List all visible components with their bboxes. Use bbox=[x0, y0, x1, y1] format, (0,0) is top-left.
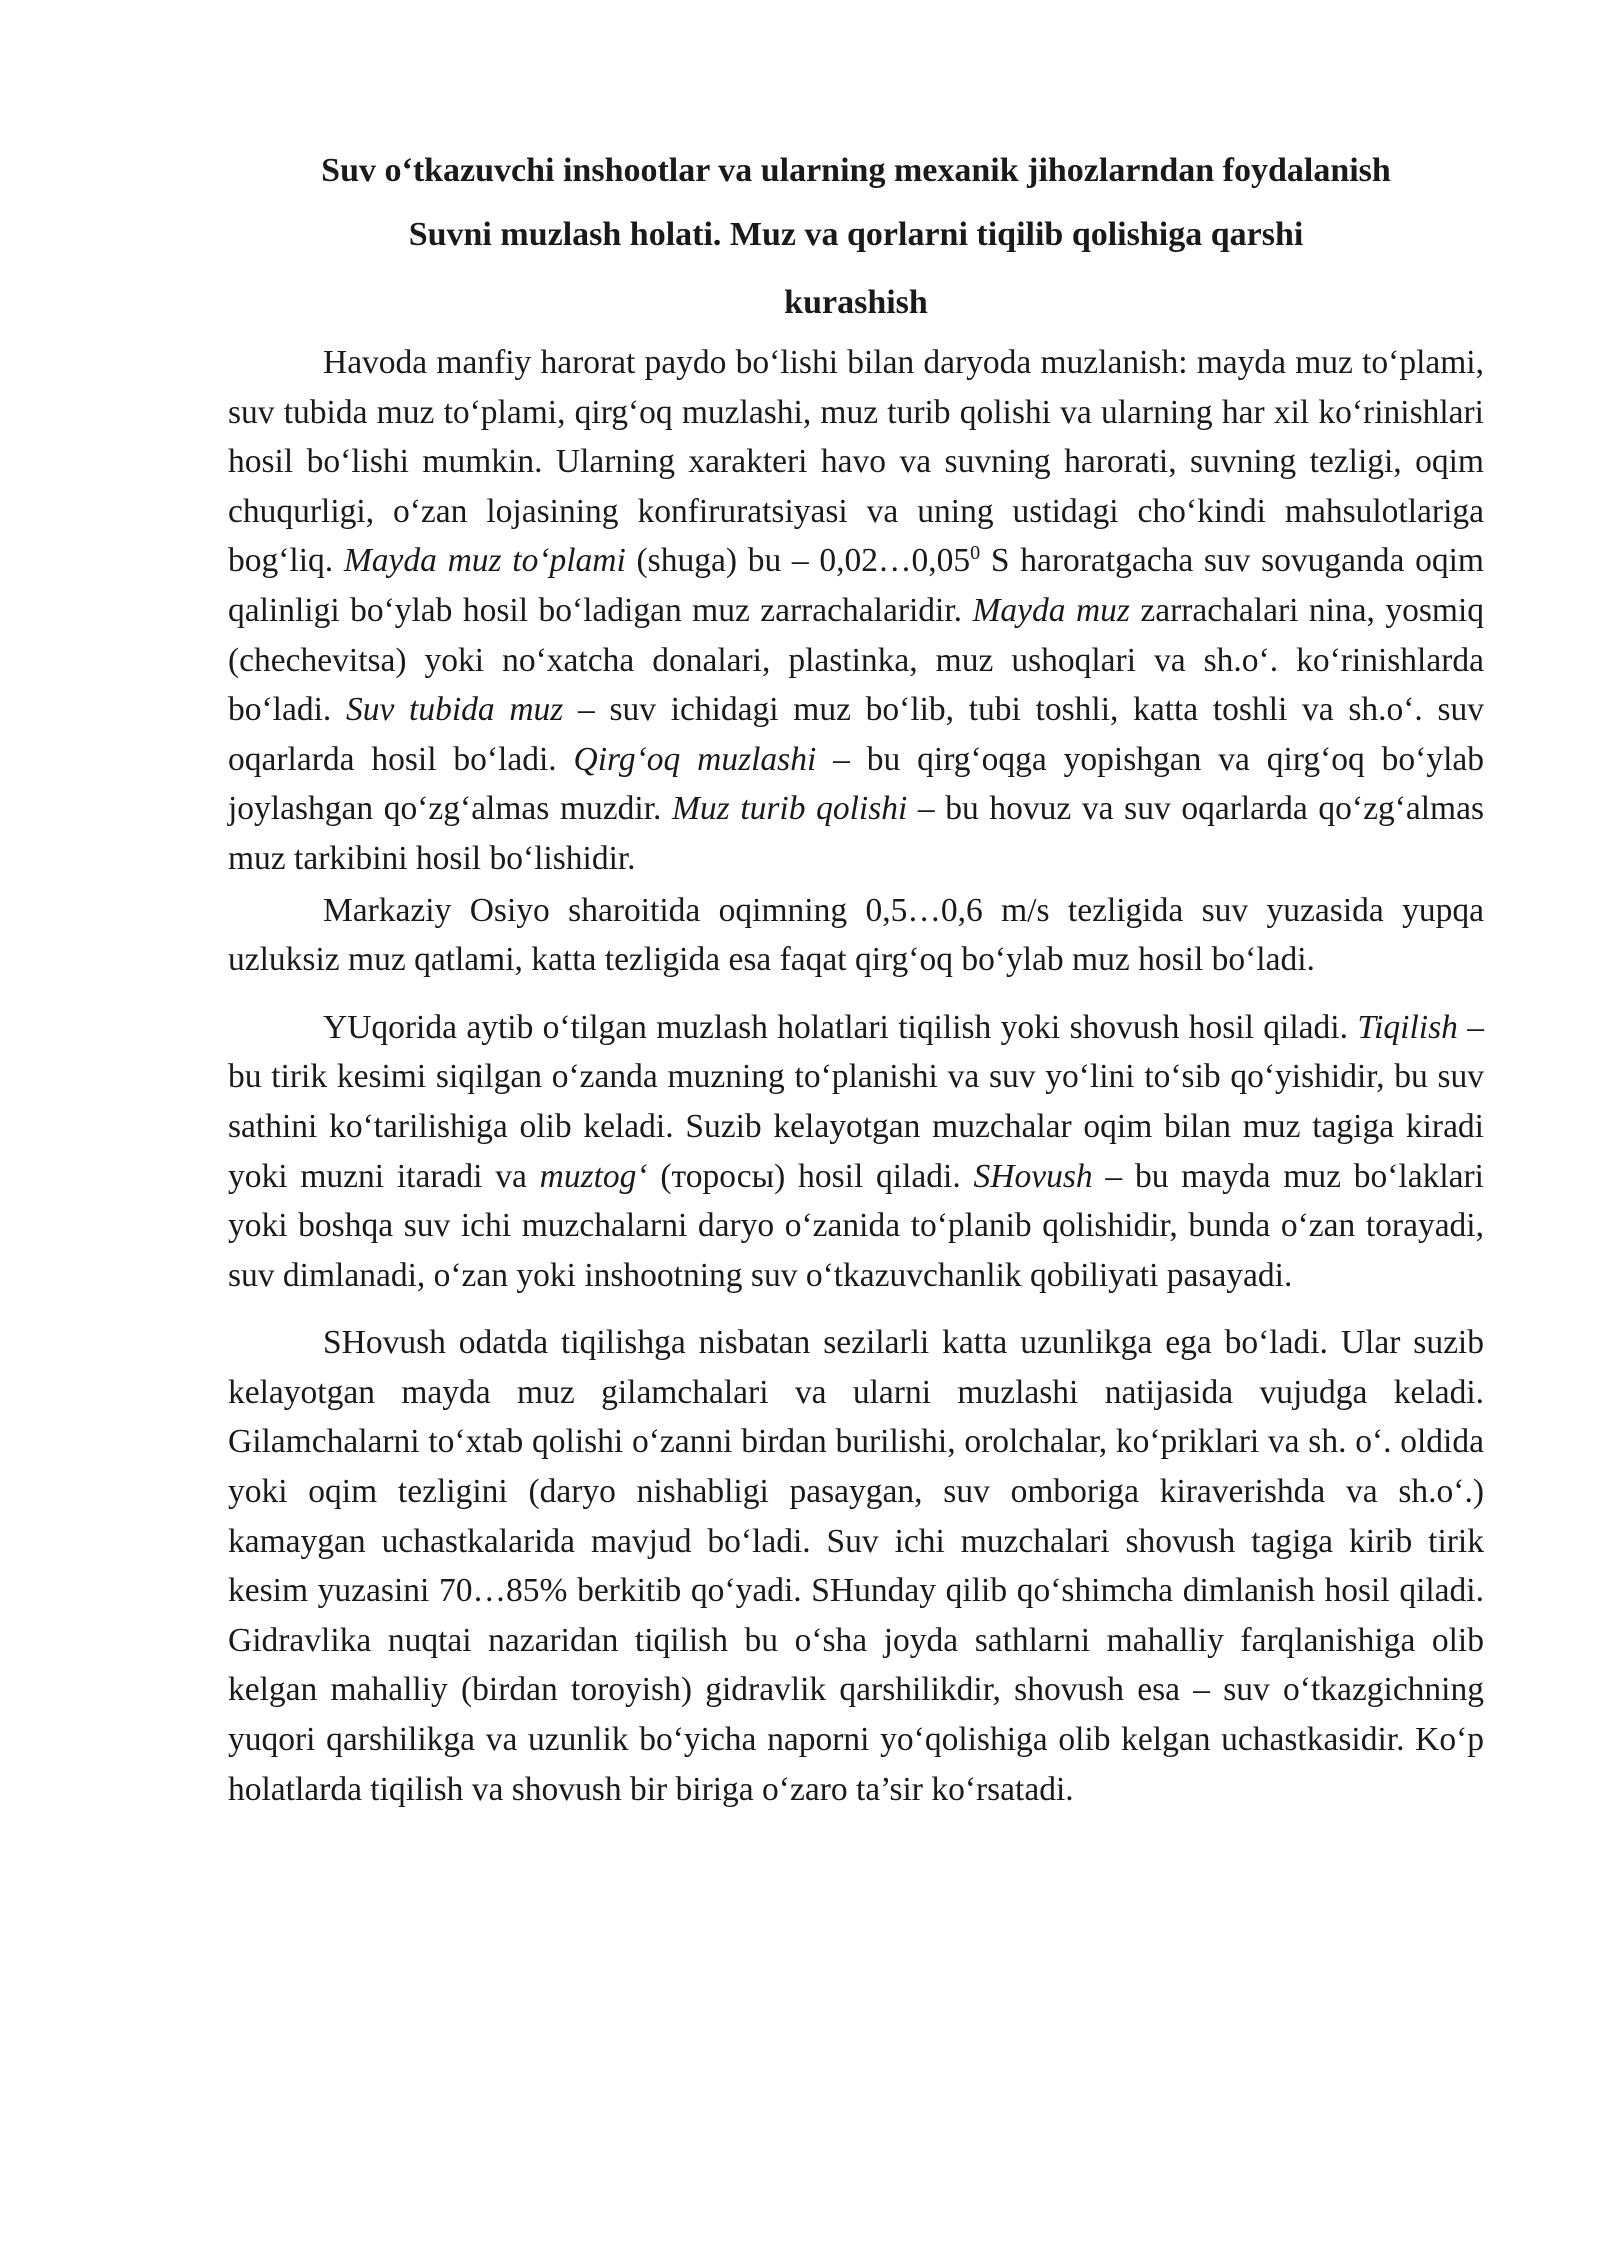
paragraph-3 bbox=[228, 1003, 1484, 1301]
text-run: YUqorida aytib o‘tilgan muzlash holatlari tiqilish yoki shovush hosil qiladi. bbox=[323, 1008, 1358, 1046]
term-suv-tubida-muz: Suv tubida muz bbox=[345, 691, 564, 729]
paragraph-2: Markaziy Osiyo sharoitida oqimning 0,5…0,6 m/s tezligida suv yuzasida yupqa uzluksiz muz qatlami, katta tezligida esa faqat qirg‘oq bo‘ylab muz hosil bo‘ladi. bbox=[228, 891, 1484, 979]
text-run: (shuga) bu – 0,02…0,05 bbox=[625, 542, 971, 580]
document-page bbox=[228, 148, 1484, 1814]
text-run: Havoda manfiy harorat paydo bo‘lishi bilan daryoda muzlanish: mayda muz to‘plami, suv tubida muz to‘plami, qirg‘oq muzlashi, muz turib qolishi va ularning har xil ko‘rinishlari hosil bo‘lishi mumkin. Ularning xarakteri havo va suvning harorati, suvning tezligi, oqim chuqurligi, o‘zan lojasining konfiruratsiyasi va uning ustidagi cho‘kindi mahsulotlariga bog‘liq. bbox=[228, 344, 1484, 580]
text-run: – bu tirik kesimi siqilgan o‘zanda muzning to‘planishi va suv yo‘lini to‘sib qo‘yishidir, bu suv sathini ko‘tarilishiga olib keladi. Suzib kelayotgan muzchalar oqim bilan muz tagiga kiradi yoki muzni itaradi va bbox=[228, 1008, 1485, 1195]
text-run: S haroratgacha suv sovuganda oqim qalinligi bo‘ylab hosil bo‘ladigan muz zarrachalaridir. bbox=[228, 542, 1484, 629]
term-muz-turib-qolishi: Muz turib qolishi bbox=[672, 790, 908, 828]
text-run: zarrachalari nina, yosmiq (chechevitsa) yoki no‘xatcha donalari, plastinka, muz ushoqlari va sh.o‘. ko‘rinishlarda bo‘ladi. bbox=[228, 591, 1484, 729]
degree-superscript: 0 bbox=[970, 542, 981, 565]
text-run: – bu qirg‘oqga yopishgan va qirg‘oq bo‘ylab joylashgan qo‘zg‘almas muzdir. bbox=[228, 740, 1484, 828]
term-mayda-muz-toplami: Mayda muz to‘plami bbox=[343, 542, 626, 580]
term-qirgoq-muzlashi: Qirg‘oq muzlashi bbox=[573, 740, 817, 778]
term-shovush: SHovush bbox=[973, 1157, 1093, 1195]
term-tiqilish: Tiqilish bbox=[1357, 1008, 1458, 1046]
paragraph-4: SHovush odatda tiqilishga nisbatan sezilarli katta uzunlikga ega bo‘ladi. Ular suzib kelayotgan mayda muz gilamchalari va ularni muzlashi natijasida vujudga keladi. Gilamchalarni to‘xtab qolishi o‘zanni birdan burilishi, orolchalar, ko‘priklari va sh. o‘. oldida yoki oqim tezligini (daryo nishabligi pasaygan, suv omboriga kiraverishda va sh.o‘.) kamaygan uchastkalarida mavjud bo‘ladi. Suv ichi muzchalari shovush tagiga kirib tirik kesim yuzasini 70…85% berkitib qo‘yadi. SHunday qilib qo‘shimcha dimlanish hosil qiladi. Gidravlika nuqtai nazaridan tiqilish bu o‘sha joyda sathlarni mahalliy farqlanishiga olib kelgan mahalliy (birdan toroyish) gidravlik qarshilikdir, shovush esa – suv o‘tkazgichning yuqori qarshilikga va uzunlik bo‘yicha naporni yo‘qolishiga olib kelgan uchastkasidir. Ko‘p holatlarda tiqilish va shovush bir biriga o‘zaro ta’sir ko‘rsatadi. bbox=[228, 1324, 1484, 1808]
paragraph-1 bbox=[228, 338, 1484, 884]
text-run: – bu hovuz va suv oqarlarda qo‘zg‘almas muz tarkibini hosil bo‘lishidir. bbox=[228, 790, 1484, 877]
term-mayda-muz: Mayda muz bbox=[972, 591, 1130, 629]
text-run: – bu mayda muz bo‘laklari yoki boshqa suv ichi muzchalarni daryo o‘zanida to‘planib qolishidir, bunda o‘zan torayadi, suv dimlanadi, o‘zan yoki inshootning suv o‘tkazuvchanlik qobiliyati pasayadi. bbox=[228, 1157, 1484, 1294]
section-heading: Suvni muzlash holati. Muz va qorlarni tiqilib qolishiga qarshi bbox=[408, 216, 1304, 253]
section-heading-continued: kurashish bbox=[784, 284, 928, 321]
text-run: – suv ichidagi muz bo‘lib, tubi toshli, katta toshli va sh.o‘. suv oqarlarda hosil bo‘ladi. bbox=[228, 691, 1485, 778]
document-title: Suv o‘tkazuvchi inshootlar va ularning mexanik jihozlarndan foydalanish bbox=[321, 152, 1391, 189]
term-muztog: muztog‘ bbox=[539, 1157, 648, 1195]
text-run: (торосы) hosil qiladi. bbox=[647, 1157, 974, 1195]
